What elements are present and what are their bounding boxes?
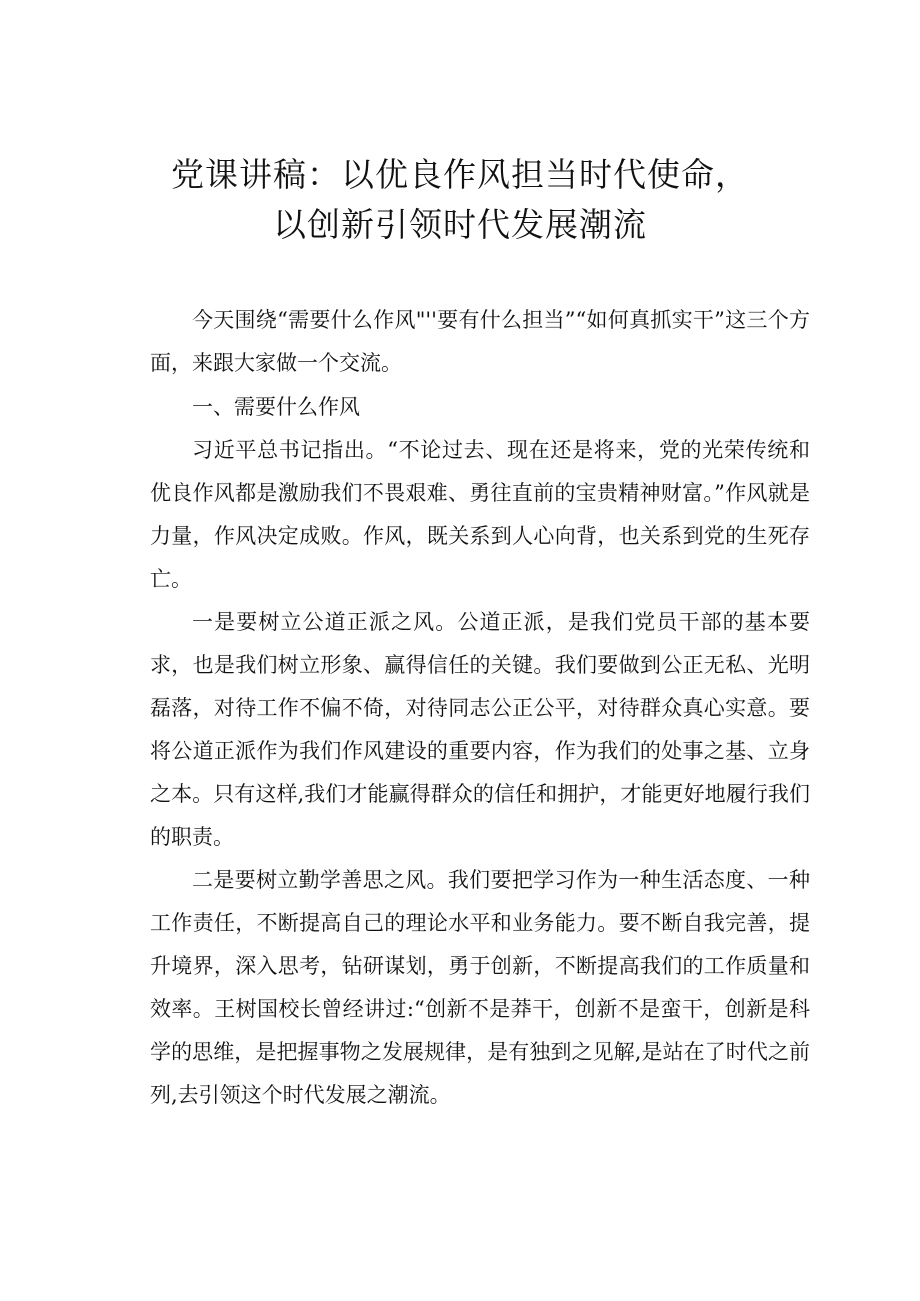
section-heading: 一、需要什么作风 (192, 395, 360, 419)
title-line-2: 以创新引领时代发展潮流 (273, 205, 647, 244)
body-paragraph: 习近平总书记指出。“不论过去、现在还是将来，党的光荣传统和优良作风都是激励我们不畏艰难、勇往直前的宝贵精神财富。”作风就是力量，作风决定成败。作风，既关系到人心向背，也关系到党的生死存亡。 (150, 438, 810, 591)
document-body (150, 299, 810, 1117)
intro-paragraph: 今天围绕“需要什么作风"''要有什么担当”“如何真抓实干”这三个方面，来跟大家做一个交流。 (150, 308, 810, 375)
document-title (0, 150, 920, 250)
body-paragraph: 二是要树立勤学善思之风。我们要把学习作为一种生活态度、一种工作责任，不断提高自己的理论水平和业务能力。要不断自我完善，提升境界，深入思考，钻研谋划，勇于创新，不断提高我们的工作质量和效率。王树国校长曾经讲过:“创新不是莽干，创新不是蛮干，创新是科学的思维，是把握事物之发展规律，是有独到之见解,是站在了时代之前列,去引领这个时代发展之潮流。 (150, 868, 810, 1107)
title-line-1: 党课讲稿：以优良作风担当时代使命， (171, 155, 749, 194)
body-paragraph: 一是要树立公道正派之风。公道正派，是我们党员干部的基本要求，也是我们树立形象、赢得信任的关键。我们要做到公正无私、光明磊落，对待工作不偏不倚，对待同志公正公平，对待群众真心实意。要将公道正派作为我们作风建设的重要内容，作为我们的处事之基、立身之本。只有这样,我们才能赢得群众的信任和拥护，才能更好地履行我们的职责。 (150, 610, 810, 849)
